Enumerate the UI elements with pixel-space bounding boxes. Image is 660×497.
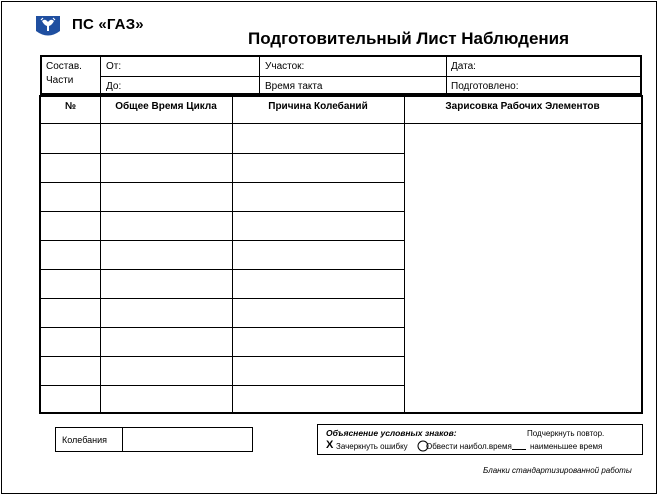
legend-circle-text: Обвести наибол.время [426,442,512,451]
legend-min-time-text: наименьшее время [530,442,603,451]
observation-table [39,95,643,414]
table-row [41,211,404,212]
parts-label: Состав. [46,61,82,72]
page-title: Подготовительный Лист Наблюдения [248,29,570,48]
form-caption: Бланки стандартизированной работы [483,466,632,475]
column-header-number: № [64,101,77,112]
legend-title: Объяснение условных знаков: [326,428,457,438]
to-field[interactable]: До: [106,81,122,92]
legend-cross-text: Зачеркнуть ошибку [336,442,408,451]
takt-time-field[interactable]: Время такта [265,81,323,92]
legend-underline-repeat: Подчеркнуть повтор. [527,429,605,438]
table-row [41,269,404,270]
table-row [41,327,404,328]
date-field[interactable]: Дата: [451,61,476,72]
table-row [41,153,404,154]
deer-logo-icon [34,13,62,41]
parts-label-2: Части [46,75,74,86]
variation-box [55,427,253,452]
table-row [41,356,404,357]
table-row [41,385,404,386]
table-row [41,240,404,241]
prepared-by-field[interactable]: Подготовлено: [451,81,519,92]
variation-label: Колебания [62,435,108,445]
area-field[interactable]: Участок: [265,61,305,72]
underline-mark [512,449,526,450]
table-row [41,298,404,299]
table-row [41,182,404,183]
from-field[interactable]: От: [106,61,122,72]
column-header-cycle-time: Общее Время Цикла [115,101,217,112]
legend-box [317,424,643,455]
column-header-work-sketch: Зарисовка Рабочих Элементов [445,101,600,112]
cross-symbol: X [326,439,334,451]
header-info-table [40,55,642,95]
company-name: ПС «ГАЗ» [72,16,144,33]
column-header-variation-cause: Причина Колебаний [268,101,368,112]
